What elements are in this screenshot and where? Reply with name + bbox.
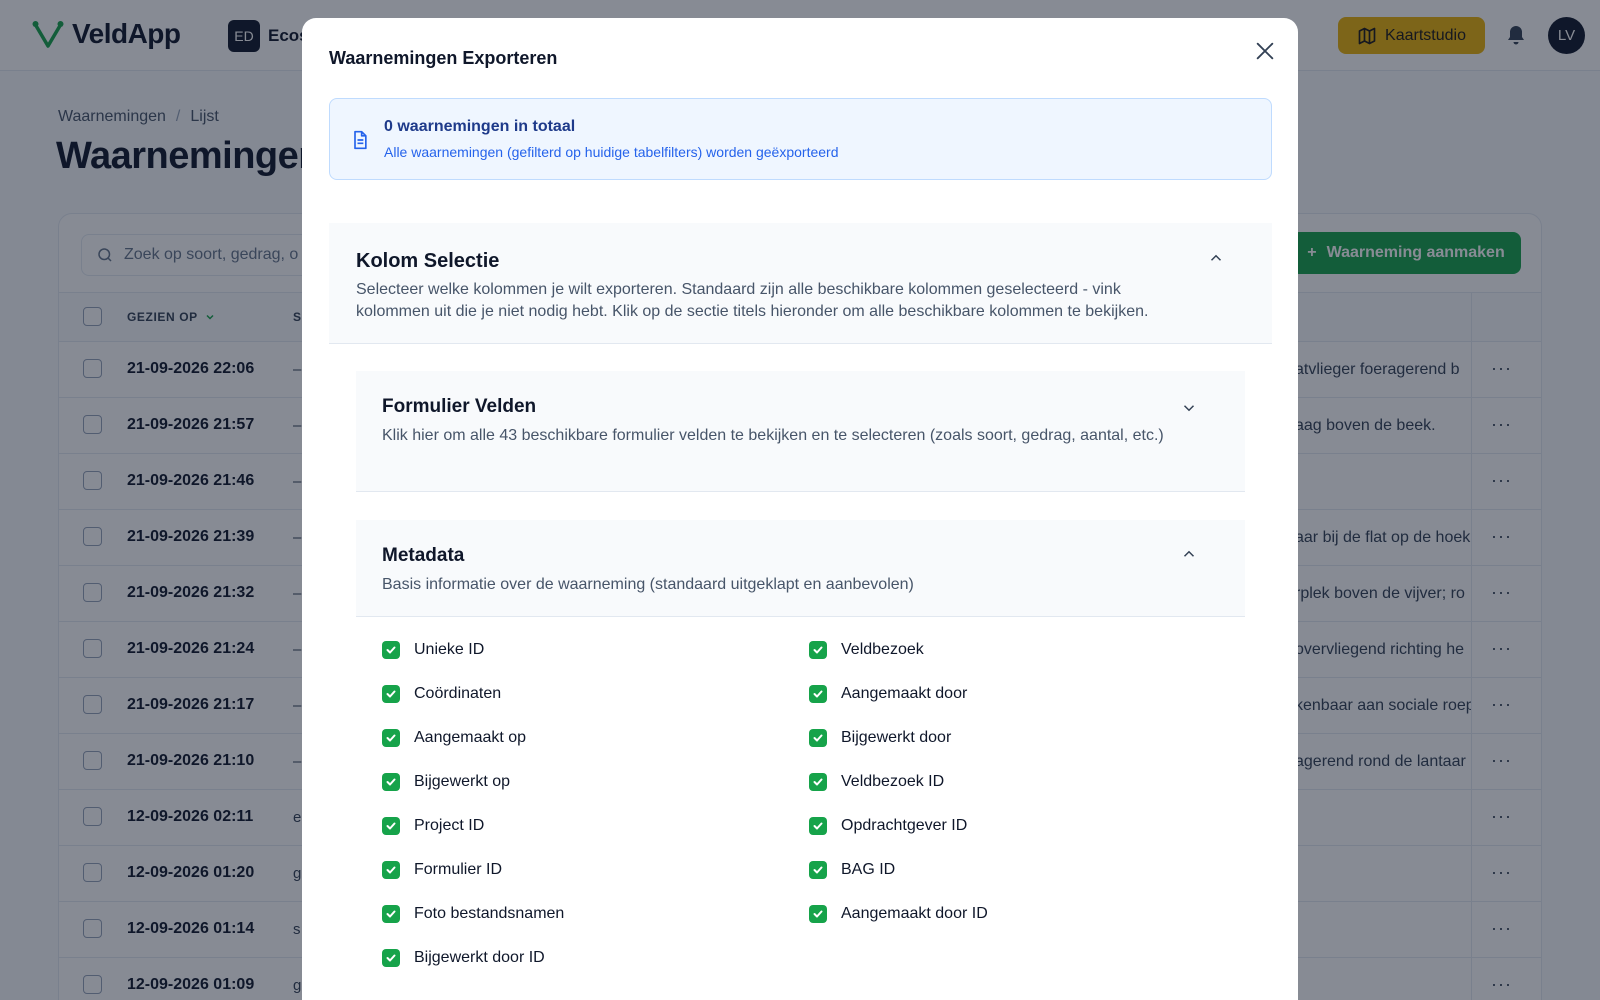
section-title: Kolom Selectie: [356, 250, 500, 272]
metadata-description: Basis informatie over de waarneming (standaard uitgeklapt en aanbevolen): [382, 576, 914, 593]
metadata-checkbox-item[interactable]: [382, 726, 809, 750]
form-fields-title: Formulier Velden: [382, 396, 537, 417]
metadata-checkbox-item[interactable]: [809, 902, 1236, 926]
check-icon: [385, 820, 397, 832]
section-description: Selecteer welke kolommen je wilt exporteren. Standaard zijn alle beschikbare kolommen geselecteerd - vink kolommen uit die je niet nodig hebt. Klik op de sectie titels hieronder om alle beschikbare kolommen te bekijken.: [356, 281, 1149, 320]
check-icon: [385, 644, 397, 656]
checkbox-label: Aangemaakt door ID: [841, 905, 988, 922]
checkbox-label: Veldbezoek ID: [841, 773, 945, 790]
checkbox-label: Unieke ID: [414, 641, 485, 658]
document-icon: [350, 129, 370, 151]
metadata-checkbox-item[interactable]: [809, 858, 1236, 882]
metadata-checkbox-grid: [382, 638, 1242, 970]
checkbox-checked[interactable]: [809, 817, 827, 835]
checkbox-label: Formulier ID: [414, 861, 503, 878]
checkbox-label: Aangemaakt op: [414, 729, 527, 746]
modal-title: Waarnemingen Exporteren: [329, 48, 558, 68]
checkbox-checked[interactable]: [809, 905, 827, 923]
checkbox-checked[interactable]: [382, 685, 400, 703]
check-icon: [812, 864, 824, 876]
chevron-up-icon[interactable]: [1207, 249, 1225, 267]
metadata-checkbox-item[interactable]: [382, 814, 809, 838]
checkbox-label: Opdrachtgever ID: [841, 817, 968, 834]
checkbox-label: Bijgewerkt door: [841, 729, 952, 746]
check-icon: [385, 908, 397, 920]
checkbox-checked[interactable]: [382, 729, 400, 747]
metadata-checkbox-item[interactable]: [809, 682, 1236, 706]
metadata-checkbox-item[interactable]: [382, 682, 809, 706]
checkbox-checked[interactable]: [809, 641, 827, 659]
export-modal: [302, 18, 1298, 1000]
checkbox-label: BAG ID: [841, 861, 896, 878]
checkbox-checked[interactable]: [809, 729, 827, 747]
metadata-checkbox-item[interactable]: [382, 638, 809, 662]
metadata-checkbox-item[interactable]: [809, 726, 1236, 750]
metadata-checkbox-item[interactable]: [809, 770, 1236, 794]
check-icon: [812, 644, 824, 656]
checkbox-checked[interactable]: [382, 861, 400, 879]
check-icon: [385, 776, 397, 788]
chevron-up-icon[interactable]: [1180, 545, 1198, 563]
export-info-box: [329, 98, 1272, 180]
form-fields-section[interactable]: [356, 371, 1245, 492]
metadata-checkbox-item[interactable]: [382, 946, 809, 970]
check-icon: [812, 688, 824, 700]
metadata-section[interactable]: [356, 520, 1245, 617]
checkbox-label: Coördinaten: [414, 685, 502, 702]
metadata-checkbox-item[interactable]: [809, 814, 1236, 838]
checkbox-checked[interactable]: [809, 861, 827, 879]
check-icon: [385, 732, 397, 744]
checkbox-checked[interactable]: [382, 641, 400, 659]
metadata-checkbox-item[interactable]: [382, 858, 809, 882]
checkbox-checked[interactable]: [809, 773, 827, 791]
checkbox-checked[interactable]: [382, 817, 400, 835]
check-icon: [812, 776, 824, 788]
checkbox-checked[interactable]: [382, 773, 400, 791]
checkbox-checked[interactable]: [382, 949, 400, 967]
checkbox-label: Bijgewerkt door ID: [414, 949, 545, 966]
check-icon: [812, 732, 824, 744]
metadata-checkbox-item[interactable]: [809, 638, 1236, 662]
check-icon: [385, 864, 397, 876]
checkbox-label: Bijgewerkt op: [414, 773, 511, 790]
metadata-checkbox-item[interactable]: [382, 902, 809, 926]
export-count: 0 waarnemingen in totaal: [384, 118, 576, 135]
checkbox-checked[interactable]: [382, 905, 400, 923]
form-fields-description: Klik hier om alle 43 beschikbare formulier velden te bekijken en te selecteren (zoals soort, gedrag, aantal, etc.): [382, 427, 1164, 444]
metadata-title: Metadata: [382, 545, 465, 566]
checkbox-checked[interactable]: [809, 685, 827, 703]
export-info-text: Alle waarnemingen (gefilterd op huidige tabelfilters) worden geëxporteerd: [384, 144, 839, 160]
check-icon: [385, 688, 397, 700]
checkbox-label: Veldbezoek: [841, 641, 924, 658]
checkbox-label: Project ID: [414, 817, 485, 834]
close-icon[interactable]: [1254, 40, 1276, 62]
checkbox-label: Foto bestandsnamen: [414, 905, 565, 922]
check-icon: [812, 820, 824, 832]
column-selection-section[interactable]: [329, 223, 1272, 344]
check-icon: [385, 952, 397, 964]
check-icon: [812, 908, 824, 920]
chevron-down-icon[interactable]: [1180, 399, 1198, 417]
metadata-checkbox-item[interactable]: [382, 770, 809, 794]
checkbox-label: Aangemaakt door: [841, 685, 968, 702]
